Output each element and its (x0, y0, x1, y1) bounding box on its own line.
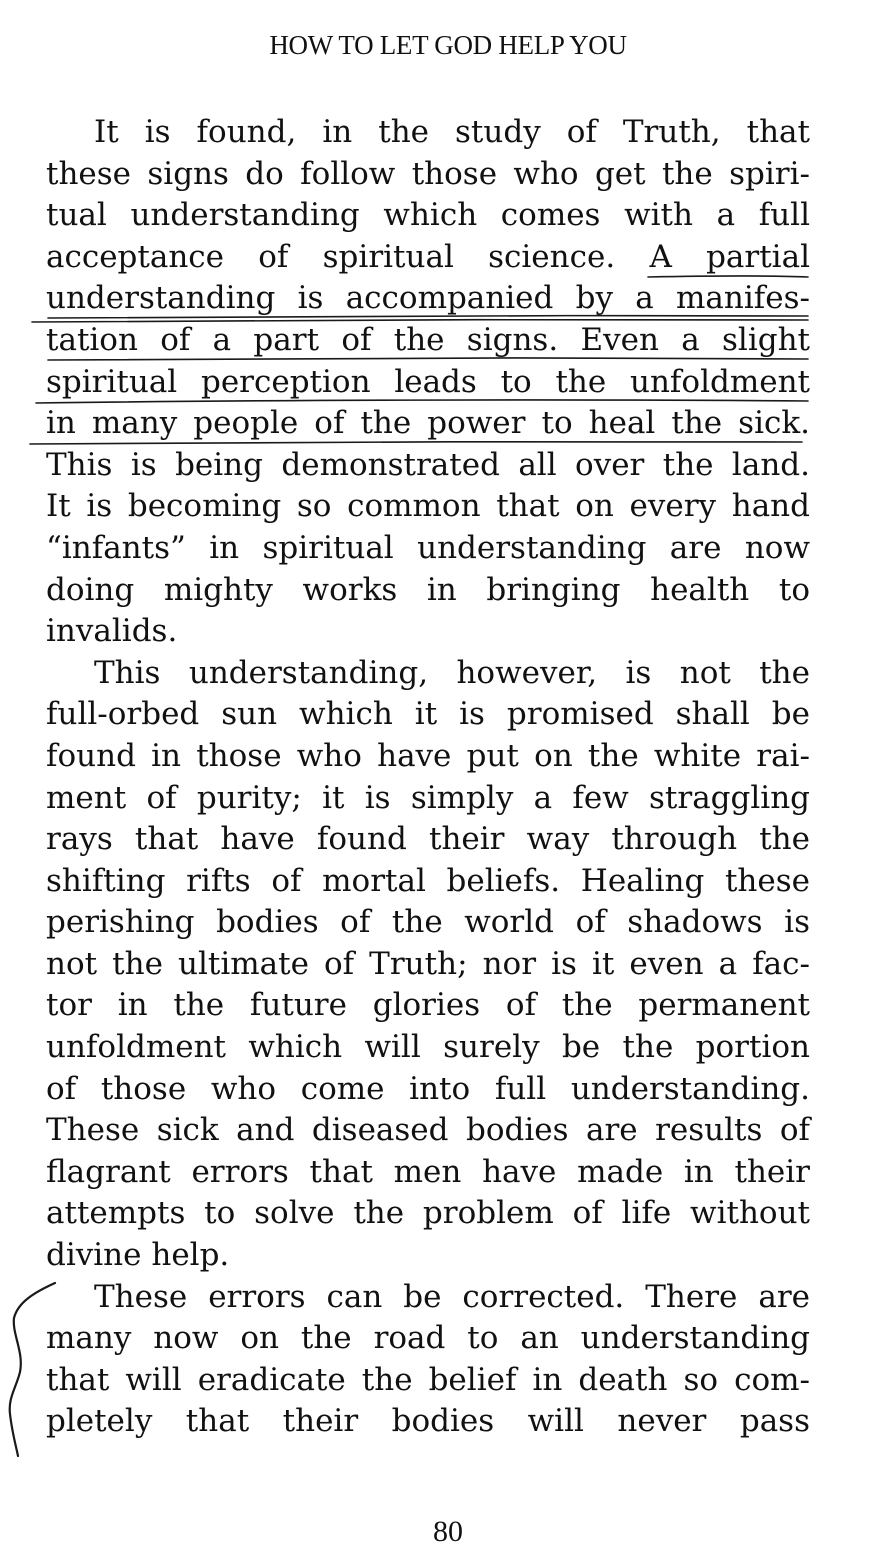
body-text (46, 112, 810, 1443)
text-line: shifting rifts of mortal beliefs. Healing these (46, 862, 810, 899)
text-line: It is found, in the study of Truth, that (94, 114, 810, 150)
text-line: pletely that their bodies will never pass (46, 1403, 810, 1440)
text-line: these signs do follow those who get the spiri- (46, 155, 810, 192)
text-line: spiritual perception leads to the unfoldment (46, 363, 810, 400)
text-line: tual understanding which comes with a full (46, 197, 810, 234)
text-line: This is being demonstrated all over the land. (46, 446, 810, 483)
text-line: tation of a part of the signs. Even a slight (46, 321, 810, 358)
text-line: in many people of the power to heal the sick. (46, 405, 810, 442)
text-line: invalids. (46, 613, 178, 650)
text-line: divine help. (46, 1237, 230, 1274)
text-line: acceptance of spiritual science. A partial (46, 238, 810, 275)
text-line: It is becoming so common that on every hand (46, 488, 810, 525)
text-line: many now on the road to an understanding (46, 1320, 810, 1357)
text-line: of those who come into full understanding. (46, 1070, 810, 1107)
text-line: full-orbed sun which it is promised shall be (46, 696, 810, 733)
text-line: ment of purity; it is simply a few straggling (46, 779, 810, 816)
text-line: found in those who have put on the white rai- (46, 737, 810, 774)
running-head: HOW TO LET GOD HELP YOU (269, 30, 627, 60)
text-line: This understanding, however, is not the (94, 654, 810, 691)
text-line: tor in the future glories of the permanent (46, 987, 810, 1024)
text-line: rays that have found their way through the (46, 821, 810, 858)
text-line: perishing bodies of the world of shadows is (46, 904, 810, 941)
page-number: 80 (433, 1515, 463, 1548)
text-line: attempts to solve the problem of life without (46, 1195, 810, 1232)
text-line: doing mighty works in bringing health to (46, 571, 810, 608)
text-line: unfoldment which will surely be the portion (46, 1029, 810, 1066)
text-line: These sick and diseased bodies are results of (46, 1112, 810, 1149)
text-line: flagrant errors that men have made in their (46, 1153, 810, 1190)
text-line: that will eradicate the belief in death so com- (46, 1361, 810, 1398)
text-line: not the ultimate of Truth; nor is it even a fac- (46, 945, 810, 982)
text-line: understanding is accompanied by a manifes- (46, 280, 810, 317)
text-line: “infants” in spiritual understanding are now (46, 529, 810, 566)
text-line: These errors can be corrected. There are (94, 1278, 810, 1315)
